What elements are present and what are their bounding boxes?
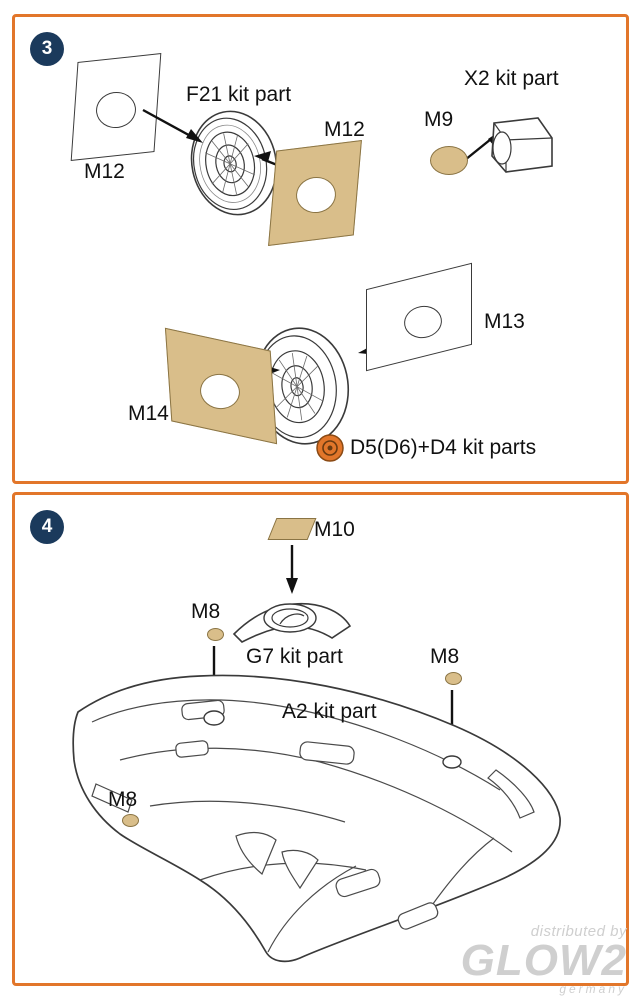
label-m9: M9: [424, 108, 454, 131]
watermark: [461, 923, 627, 996]
step-4-badge: 4: [30, 510, 64, 544]
part-m8-left: [207, 628, 224, 641]
label-m12-right: M12: [324, 118, 365, 141]
label-m14: M14: [128, 402, 169, 425]
label-m8-left: M8: [191, 600, 221, 623]
label-d5-d6-d4: D5(D6)+D4 kit parts: [350, 436, 537, 459]
label-f21: F21 kit part: [186, 83, 292, 106]
label-m10: M10: [314, 518, 355, 541]
label-m8-lower-left: M8: [108, 788, 138, 811]
part-m8-lower-left: [122, 814, 139, 827]
label-m13: M13: [484, 310, 525, 333]
label-m12-upper: M12: [84, 160, 125, 183]
step-3-badge: 3: [30, 32, 64, 66]
part-m8-right: [445, 672, 462, 685]
watermark-line1: distributed by: [530, 923, 627, 941]
watermark-line2: GLOW2: [460, 936, 627, 986]
label-x2: X2 kit part: [464, 67, 559, 90]
label-g7: G7 kit part: [246, 645, 343, 668]
watermark-line3: germany: [559, 982, 627, 996]
label-a2: A2 kit part: [282, 700, 377, 723]
label-m8-right: M8: [430, 645, 460, 668]
